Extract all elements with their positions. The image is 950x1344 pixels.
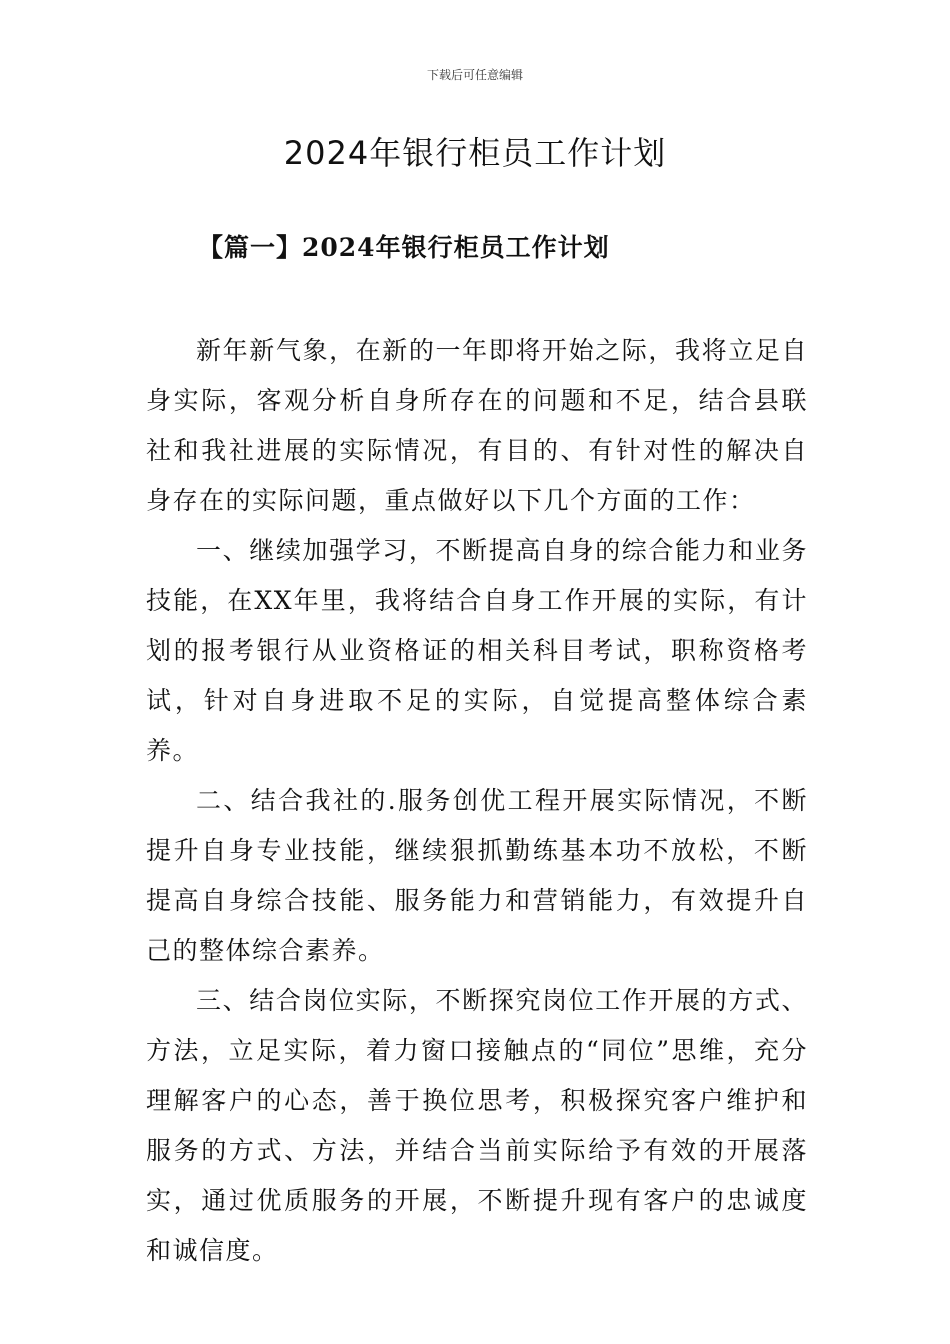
paragraph-intro: 新年新气象，在新的一年即将开始之际，我将立足自身实际，客观分析自身所存在的问题和不足，结合县联社和我社进展的实际情况，有目的、有针对性的解决自身存在的实际问题，重点做好以下几个方面的工作： [146, 336, 808, 515]
document-title: 2024年银行柜员工作计划 [283, 134, 667, 172]
paragraph-item-2: 二、结合我社的.服务创优工程开展实际情况，不断提升自身专业技能，继续狠抓勤练基本功不放松，不断提高自身综合技能、服务能力和营销能力，有效提升自己的整体综合素养。 [146, 786, 808, 965]
paragraph-item-1: 一、继续加强学习，不断提高自身的综合能力和业务技能，在XX年里，我将结合自身工作开展的实际，有计划的报考银行从业资格证的相关科目考试，职称资格考试，针对自身进取不足的实际，自觉提高整体综合素养。 [146, 536, 808, 765]
paragraph-item-3: 三、结合岗位实际，不断探究岗位工作开展的方式、方法，立足实际，着力窗口接触点的“同位”思维，充分理解客户的心态，善于换位思考，积极探究客户维护和服务的方式、方法，并结合当前实际给予有效的开展落实，通过优质服务的开展，不断提升现有客户的忠诚度和诚信度。 [146, 986, 808, 1265]
section-heading: 【篇一】2024年银行柜员工作计划 [198, 233, 610, 262]
header-note: 下载后可任意编辑 [426, 68, 523, 82]
document-body [146, 326, 808, 1276]
